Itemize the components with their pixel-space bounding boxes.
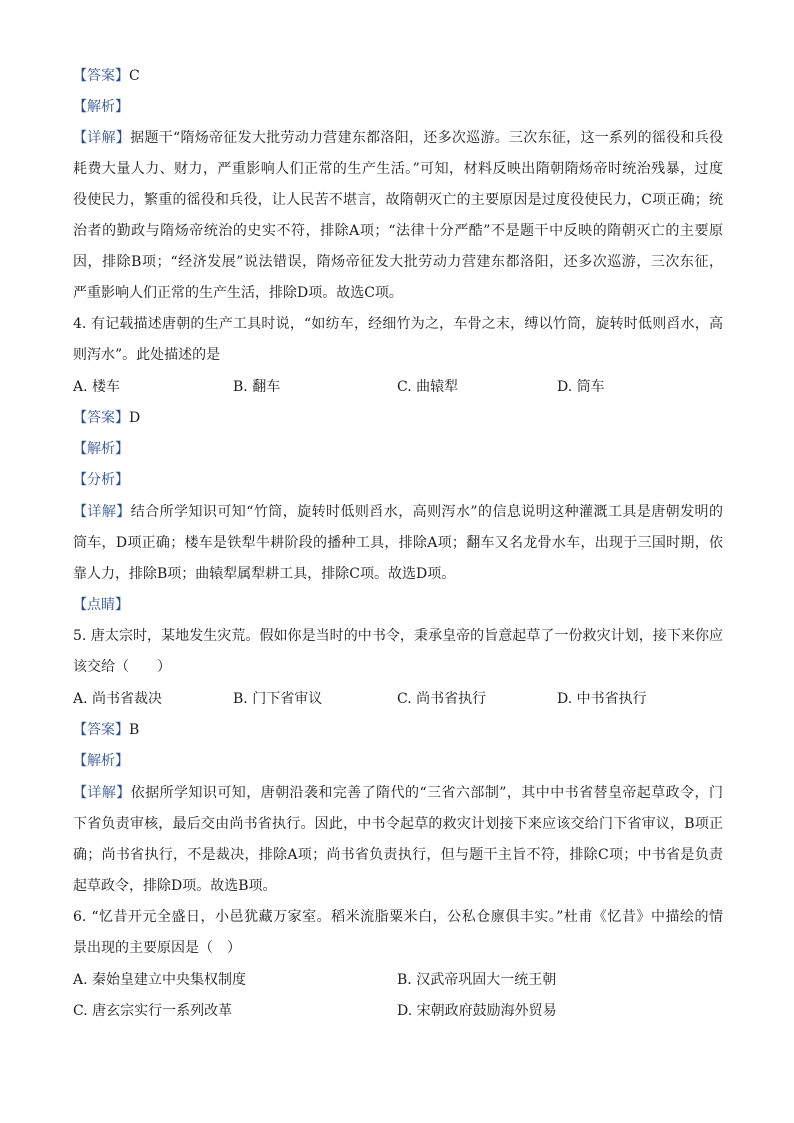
analysis-tag: 【解析】 [73, 441, 129, 457]
q3-detail-line-2: 耗费大量人力、财力，严重影响人们正常的生产生活。”可知，材料反映出隋朝隋炀帝时统治残暴，过度 [73, 161, 723, 177]
q5-analysis-heading [73, 751, 723, 771]
q5-option-a: A. 尚书省裁决 [73, 691, 163, 707]
q4-analysis-heading [73, 439, 723, 459]
q4-option-c: C. 曲辕犁 [397, 379, 459, 395]
q4-dianjing-heading [73, 595, 723, 615]
answer-tag: 【答案】 [73, 410, 129, 426]
q5-answer-line [73, 720, 723, 740]
q5-option-c: C. 尚书省执行 [397, 691, 487, 707]
analysis-tag: 【解析】 [73, 753, 129, 769]
q6-option-b: B. 汉武帝巩固大一统王朝 [397, 972, 557, 988]
answer-tag: 【答案】 [73, 68, 129, 84]
analysis-tag: 【解析】 [73, 99, 129, 115]
q4-stem-line-1: 4. 有记载描述唐朝的生产工具时说，“如纺车，经细竹为之，车骨之末，缚以竹筒，旋转时低则舀水，高 [73, 316, 723, 332]
q5-answer-value: B [129, 722, 140, 738]
q5-stem-line-2: 该交给（ ） [73, 659, 171, 675]
q5-detail-line-2: 下省负责审核，最后交由尚书省执行。因此，中书令起草的救灾计划接下来应该交给门下省审议，B项正 [73, 816, 723, 832]
q3-analysis-heading [73, 97, 723, 117]
dianjing-tag: 【点睛】 [73, 597, 129, 613]
detail-tag: 【详解】 [73, 785, 131, 801]
q6-option-c: C. 唐玄宗实行一系列改革 [73, 1003, 233, 1019]
q3-answer-line [73, 66, 723, 86]
q5-detail-line-4: 起草政令，排除D项。故选B项。 [73, 878, 277, 894]
q4-detail-line-1: 【详解】结合所学知识可知“竹筒，旋转时低则舀水，高则泻水”的信息说明这种灌溉工具是唐朝发明的 [73, 504, 723, 520]
fenxi-tag: 【分析】 [73, 472, 129, 488]
q6-stem-line-2: 景出现的主要原因是（ ） [73, 940, 241, 956]
q4-answer-value: D [129, 410, 141, 426]
q4-answer-line [73, 408, 723, 428]
q3-detail-line-5: 因，排除B项；“经济发展”说法错误，隋炀帝征发大批劳动力营建东都洛阳，还多次巡游，三次东征， [73, 254, 723, 270]
q5-detail-line-3: 确；尚书省执行，不是裁决，排除A项；尚书省负责执行，但与题干主旨不符，排除C项；中书省是负责 [73, 847, 723, 863]
q3-detail-line-3: 役使民力，繁重的徭役和兵役，让人民苦不堪言，故隋朝灭亡的主要原因是过度役使民力，C项正确；统 [73, 192, 723, 208]
q4-option-b: B. 翻车 [233, 379, 281, 395]
detail-tag: 【详解】 [73, 130, 131, 146]
q4-option-a: A. 楼车 [73, 379, 121, 395]
q5-detail-line-1: 【详解】依据所学知识可知，唐朝沿袭和完善了隋代的“三省六部制”，其中中书省替皇帝起草政令，门 [73, 785, 723, 801]
q3-detail-line-1: 【详解】据题干“隋炀帝征发大批劳动力营建东都洛阳，还多次巡游。三次东征，这一系列的徭役和兵役 [73, 130, 724, 146]
q6-option-a: A. 秦始皇建立中央集权制度 [73, 972, 247, 988]
detail-tag: 【详解】 [73, 504, 131, 520]
q4-option-d: D. 筒车 [557, 379, 605, 395]
q5-option-b: B. 门下省审议 [233, 691, 323, 707]
q6-stem-line-1: 6. “忆昔开元全盛日，小邑犹藏万家室。稻米流脂粟米白，公私仓廪俱丰实。”杜甫《忆昔》中描绘的情 [73, 909, 723, 925]
q5-stem-line-1: 5. 唐太宗时，某地发生灾荒。假如你是当时的中书令，秉承皇帝的旨意起草了一份救灾计划，接下来你应 [73, 628, 723, 644]
answer-tag: 【答案】 [73, 722, 129, 738]
q3-detail-line-6: 严重影响人们正常的生产生活，排除D项。故选C项。 [73, 285, 403, 301]
q4-detail-line-2: 筒车，D项正确；楼车是铁犁牛耕阶段的播种工具，排除A项；翻车又名龙骨水车，出现于三国时期，依 [73, 535, 723, 551]
q5-option-d: D. 中书省执行 [557, 691, 647, 707]
q4-fenxi-heading [73, 470, 723, 490]
q6-option-d: D. 宋朝政府鼓励海外贸易 [397, 1003, 557, 1019]
q4-detail-line-3: 靠人力，排除B项；曲辕犁属犁耕工具，排除C项。故选D项。 [73, 566, 456, 582]
q4-stem-line-2: 则泻水”。此处描述的是 [73, 347, 221, 363]
q3-detail-line-4: 治者的勤政与隋炀帝统治的史实不符，排除A项；“法律十分严酷”不是题干中反映的隋朝灭亡的主要原 [73, 223, 723, 239]
q3-answer-value: C [129, 68, 140, 84]
